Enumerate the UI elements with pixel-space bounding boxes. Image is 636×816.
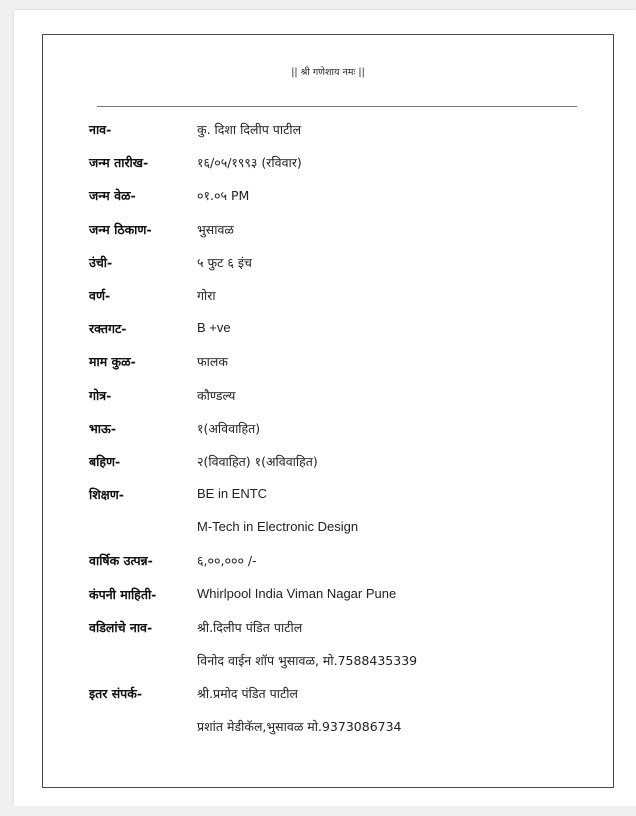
row-company — [89, 586, 599, 619]
invocation-heading: || श्री गणेशाय नमः || — [291, 67, 365, 78]
row-height — [89, 254, 599, 287]
row-education-continued — [89, 519, 599, 552]
field-value: कौण्डल्य — [197, 387, 236, 403]
field-value: ६,००,००० /- — [197, 553, 257, 569]
field-label: रक्तगट- — [89, 321, 127, 337]
field-label: नाव- — [89, 122, 112, 137]
field-label: जन्म तारीख- — [89, 155, 149, 171]
field-value: प्रशांत मेडीकॅल,भुसावळ मो.9373086734 — [197, 719, 402, 735]
field-label: भाऊ- — [89, 420, 117, 436]
row-education — [89, 486, 599, 519]
field-value: श्री.प्रमोद पंडित पाटील — [197, 686, 298, 702]
row-gotra — [89, 387, 599, 420]
row-birth-place — [89, 221, 599, 254]
field-value: BE in ENTC — [197, 486, 268, 502]
row-sister — [89, 453, 599, 486]
row-annual-income — [89, 552, 599, 585]
field-label: बहिण- — [89, 453, 121, 469]
row-brother — [89, 420, 599, 453]
row-birth-date — [89, 154, 599, 187]
document-page — [14, 10, 636, 806]
field-label: शिक्षण- — [89, 487, 124, 503]
field-value: १६/०५/१९९३ (रविवार) — [197, 155, 302, 171]
row-name — [89, 121, 599, 154]
field-value: फालक — [197, 354, 228, 370]
row-father-contact — [89, 652, 599, 685]
field-label: वडिलांचे नाव- — [89, 619, 153, 635]
field-label: जन्म ठिकाण- — [89, 221, 152, 237]
field-label: इतर संपर्क- — [89, 686, 143, 702]
field-label: जन्म वेळ- — [89, 188, 136, 204]
biodata-list — [89, 121, 599, 752]
row-complexion — [89, 287, 599, 320]
field-value: १(अविवाहित) — [197, 420, 261, 436]
row-other-contact-details — [89, 718, 599, 751]
field-label: माम कुळ- — [89, 354, 136, 370]
field-label: वर्ण- — [89, 287, 111, 303]
field-label: उंची- — [89, 254, 113, 270]
field-value: गोरा — [197, 287, 216, 303]
field-value: भुसावळ — [197, 221, 234, 237]
horizontal-scrollbar[interactable] — [0, 806, 636, 816]
field-label: वार्षिक उत्पन्न- — [89, 553, 153, 569]
row-blood-group — [89, 320, 599, 353]
page-border — [42, 34, 614, 788]
field-label: गोत्र- — [89, 387, 112, 403]
field-value: श्री.दिलीप पंडित पाटील — [197, 619, 303, 635]
heading-divider — [97, 106, 577, 107]
row-maternal-clan — [89, 353, 599, 386]
field-value: कु. दिशा दिलीप पाटील — [197, 122, 302, 137]
field-value: २(विवाहित) १(अविवाहित) — [197, 453, 318, 469]
row-father-name — [89, 619, 599, 652]
field-value: B +ve — [197, 320, 231, 336]
field-value: ०१.०५ PM — [197, 188, 250, 204]
field-value: Whirlpool India Viman Nagar Pune — [197, 585, 397, 601]
field-value: ५ फुट ६ इंच — [197, 254, 252, 270]
field-value: विनोद वाईन शॉप भुसावळ, मो.7588435339 — [197, 653, 418, 668]
row-birth-time — [89, 187, 599, 220]
field-label: कंपनी माहिती- — [89, 586, 157, 602]
row-other-contact — [89, 685, 599, 718]
field-value: M-Tech in Electronic Design — [197, 519, 359, 535]
